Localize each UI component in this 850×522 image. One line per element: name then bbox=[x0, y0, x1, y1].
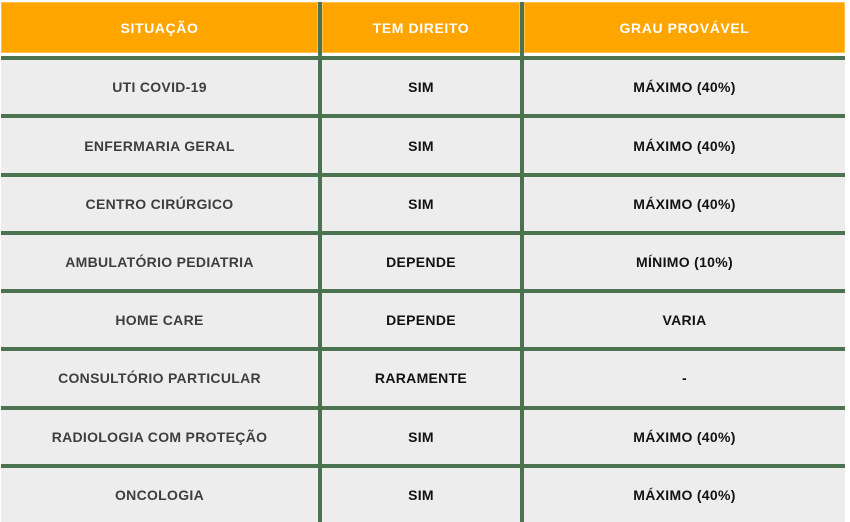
cell-tem-direito: DEPENDE bbox=[322, 235, 520, 289]
cell-tem-direito: SIM bbox=[322, 468, 520, 522]
cell-situacao: CONSULTÓRIO PARTICULAR bbox=[1, 351, 318, 405]
cell-situacao: RADIOLOGIA COM PROTEÇÃO bbox=[1, 410, 318, 464]
cell-grau-provavel: MÁXIMO (40%) bbox=[524, 468, 845, 522]
cell-tem-direito: SIM bbox=[322, 118, 520, 172]
cell-grau-provavel: MÁXIMO (40%) bbox=[524, 60, 845, 114]
cell-situacao: CENTRO CIRÚRGICO bbox=[1, 177, 318, 231]
cell-grau-provavel: MÁXIMO (40%) bbox=[524, 177, 845, 231]
cell-grau-provavel: VARIA bbox=[524, 293, 845, 347]
cell-situacao: ENFERMARIA GERAL bbox=[1, 118, 318, 172]
cell-tem-direito: SIM bbox=[322, 410, 520, 464]
comparison-table bbox=[1, 2, 845, 522]
cell-grau-provavel: MÁXIMO (40%) bbox=[524, 118, 845, 172]
column-header-situacao: SITUAÇÃO bbox=[1, 2, 318, 56]
cell-tem-direito: RARAMENTE bbox=[322, 351, 520, 405]
cell-situacao: UTI COVID-19 bbox=[1, 60, 318, 114]
cell-situacao: AMBULATÓRIO PEDIATRIA bbox=[1, 235, 318, 289]
cell-tem-direito: DEPENDE bbox=[322, 293, 520, 347]
column-header-tem-direito: TEM DIREITO bbox=[322, 2, 520, 56]
cell-tem-direito: SIM bbox=[322, 60, 520, 114]
cell-situacao: HOME CARE bbox=[1, 293, 318, 347]
cell-situacao: ONCOLOGIA bbox=[1, 468, 318, 522]
cell-grau-provavel: - bbox=[524, 351, 845, 405]
cell-grau-provavel: MÍNIMO (10%) bbox=[524, 235, 845, 289]
cell-grau-provavel: MÁXIMO (40%) bbox=[524, 410, 845, 464]
column-header-grau-provavel: GRAU PROVÁVEL bbox=[524, 2, 845, 56]
cell-tem-direito: SIM bbox=[322, 177, 520, 231]
